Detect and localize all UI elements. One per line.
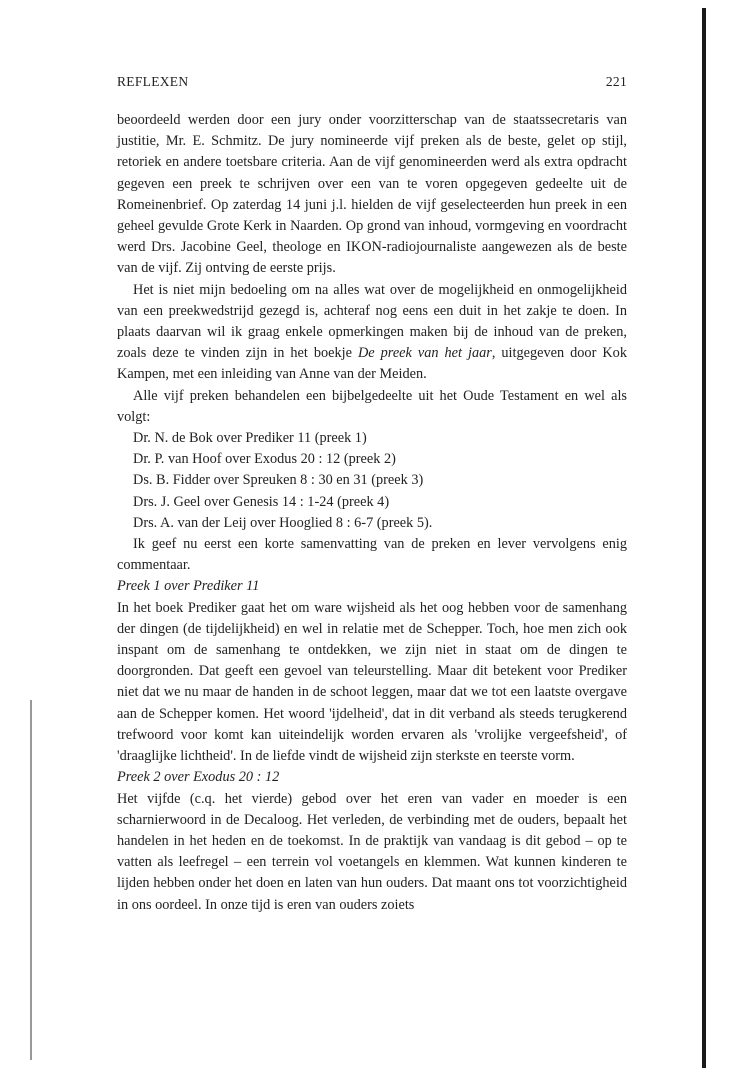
running-title: REFLEXEN (117, 74, 189, 89)
sermon-list-item: Dr. P. van Hoof over Exodus 20 : 12 (preek 2) (133, 451, 396, 468)
text-span: , uitgegeven door Kok Kampen, met een inleiding van Anne van der Meiden. (117, 345, 627, 383)
section-heading-preek-2: Preek 2 over Exodus 20 : 12 (117, 769, 280, 786)
paragraph-overview: Alle vijf preken behandelen een bijbelgedeelte uit het Oude Testament en wel als volgt: (117, 387, 627, 425)
paragraph-jury: beoordeeld werden door een jury onder voorzitterschap van de staatssecretaris van justitie, Mr. E. Schmitz. De jury nomineerde vijf preken als de beste, gelet op stijl, retoriek en andere toetsbare criteria. Aan de vijf genomineerden werd als extra opdracht gegeven een preek te schrijven over een van te voren opgegeven gedeelte uit de Romeinenbrief. Op zaterdag 14 juni j.l. hielden de vijf geselecteerden hun preek in een geheel gevulde Grote Kerk in Naarden. Op grond van inhoud, vormgeving en voordracht werd Drs. Jacobine Geel, theologe en IKON-radiojournaliste aangewezen als de beste van de vijf. Zij ontving de eerste prijs. (117, 112, 627, 277)
section-heading-preek-1: Preek 1 over Prediker 11 (117, 578, 260, 595)
body-text (117, 110, 627, 916)
paragraph-intent (117, 280, 627, 386)
sermon-list-item: Drs. A. van der Leij over Hooglied 8 : 6-7 (preek 5). (133, 514, 433, 531)
text-span: Het is niet mijn bedoeling om na alles wat over de mogelijkheid en onmogelijkheid van een preekwedstrijd gezegd is, achteraf nog eens een duit in het zakje te doen. In plaats daarvan wil ik graag enkele opmerkingen maken bij de inhoud van de preken, zoals deze te vinden zijn in het boekje (117, 281, 627, 362)
page-edge-shadow (702, 8, 706, 1068)
running-header (117, 74, 627, 90)
book-title: De preek van het jaar (357, 345, 492, 362)
paragraph-preek-2: Het vijfde (c.q. het vierde) gebod over het eren van vader en moeder is een scharnierwoord in de Decaloog. Het verleden, de verbinding met de ouders, bepaalt het handelen in het heden en de toekomst. In de praktijk van vandaag is dit gebod – op te vatten als leefregel – een terrein vol voetangels en klemmen. Wat kunnen kinderen te lijden hebben onder het doen en laten van hun ouders. Dat maant ons tot voorzichtigheid in ons oordeel. In onze tijd is eren van ouders zoiets (117, 790, 627, 913)
paragraph-summary-intro: Ik geef nu eerst een korte samenvatting van de preken en lever vervolgens enig commentaar. (117, 536, 627, 574)
sermon-list-item: Ds. B. Fidder over Spreuken 8 : 30 en 31 (preek 3) (133, 472, 424, 489)
paragraph-preek-1: In het boek Prediker gaat het om ware wijsheid als het oog hebben voor de samenhang der dingen (de tijdelijkheid) en wel in relatie met de Schepper. Toch, hoe men zich ook inspant om de samenhang te ontdekken, we zijn niet in staat om de dingen te doorgronden. Dat geeft een gevoel van teleurstelling. Maar dit betekent voor Prediker niet dat we nu maar de handen in de schoot leggen, maar dat we tot een laatste overgave aan de Schepper komen. Het woord 'ijdelheid', dat in dit verband als steeds terugkerend trefwoord voor komt kan uiteindelijk worden ervaren als 'vrolijke vergeefsheid', of 'draaglijke lichtheid'. In de liefde vindt de wijsheid zijn sterkste en teerste vorm. (117, 599, 627, 765)
sermon-list-item: Drs. J. Geel over Genesis 14 : 1-24 (preek 4) (133, 493, 390, 510)
page-number: 221 (605, 74, 627, 89)
sermon-list-item: Dr. N. de Bok over Prediker 11 (preek 1) (133, 430, 367, 447)
page-gutter-line (30, 700, 32, 1060)
